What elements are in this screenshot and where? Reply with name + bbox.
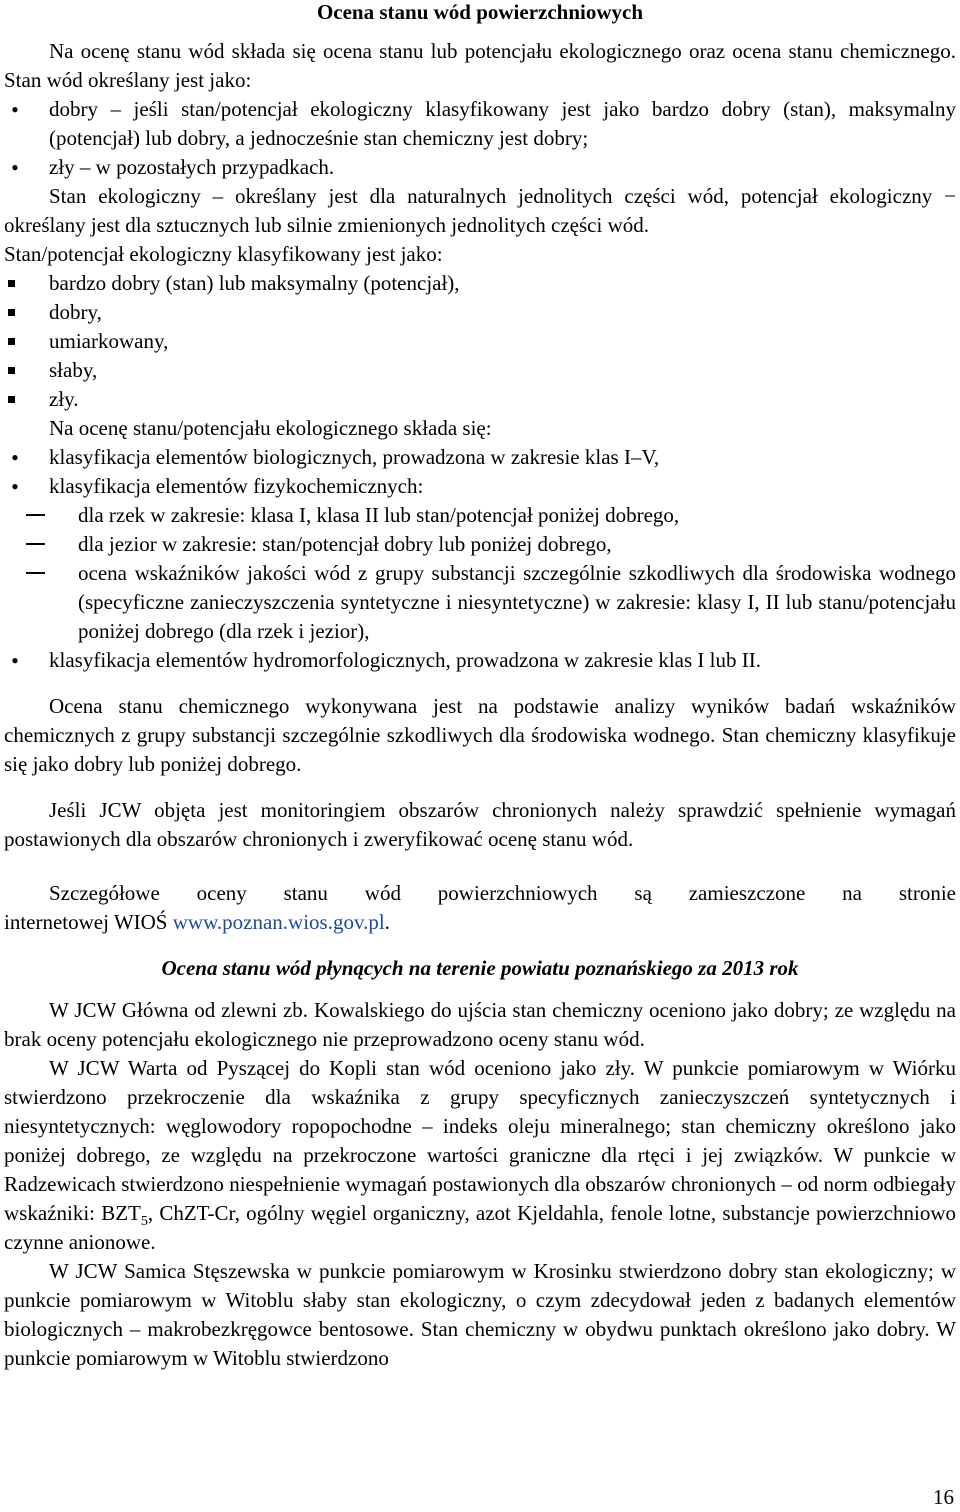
square-bullet-icon — [4, 356, 26, 385]
glowna-paragraph: W JCW Główna od zlewni zb. Kowalskiego do ujścia stan chemiczny oceniono jako dobry; ze względu na brak oceny potencjału ekologicznego nie przeprowadzono oceny stanu wód. — [4, 998, 956, 1051]
list-item — [4, 95, 956, 153]
list-item — [4, 646, 956, 675]
list-item — [4, 559, 956, 646]
bullet-icon — [4, 95, 26, 125]
details-period: . — [384, 910, 390, 934]
intro-paragraph: Na ocenę stanu wód składa się ocena stanu lub potencjału ekologicznego oraz ocena stanu chemicznego. Stan wód określany jest jako: — [4, 39, 956, 92]
section-title: Ocena stanu wód powierzchniowych — [316, 0, 644, 24]
classified-paragraph: Stan/potencjał ekologiczny klasyfikowany jest jako: — [4, 242, 443, 266]
warta-paragraph — [4, 1054, 956, 1257]
details-paragraph-line-1: Szczegółowe oceny stanu wód powierzchniowych są zamieszczone na stronie — [49, 881, 956, 905]
document-page — [4, 0, 956, 1373]
square-bullet-icon — [4, 298, 26, 327]
list-item-text: klasyfikacja elementów fizykochemicznych: — [49, 474, 424, 498]
list-item-text: klasyfikacja elementów biologicznych, prowadzona w zakresie klas I–V, — [49, 445, 660, 469]
list-item-text: umiarkowany, — [49, 329, 169, 353]
assessment-paragraph: Na ocenę stanu/potencjału ekologicznego składa się: — [49, 416, 492, 440]
dash-bullet-icon — [24, 559, 46, 588]
page-number: 16 — [933, 1485, 954, 1509]
spacer — [4, 854, 956, 879]
list-item-text: dla rzek w zakresie: klasa I, klasa II lub stan/potencjał poniżej dobrego, — [78, 503, 680, 527]
bullet-icon — [4, 443, 26, 473]
list-item — [4, 472, 956, 501]
assessment-list — [4, 443, 956, 501]
warta-text: W JCW Warta od Pyszącej do Kopli stan wód oceniono jako zły. W punkcie pomiarowym w Wiórku stwierdzono przekroczenie dla wskaźnika z grupy specyficznych zanieczyszczeń syntetycznych i niesyntetycznych: węglowodory ropopochodne – indeks oleju mineralnego; stan chemiczny określono jako poniżej dobrego, ze względu na przekroczone wartości graniczne dla rtęci i jej związków. W punkcie w Radzewicach stwierdzono niespełnienie wymagań postawionych dla obszarów chronionych – od norm odbiegały wskaźniki: BZT — [4, 1056, 956, 1225]
dash-bullet-icon — [24, 530, 46, 559]
list-item — [4, 153, 956, 182]
ecological-status-paragraph: Stan ekologiczny – określany jest dla naturalnych jednolitych części wód, potencjał ekologiczny − określany jest dla sztucznych lub silnie zmienionych jednolitych części wód. — [4, 184, 956, 237]
list-item-text: bardzo dobry (stan) lub maksymalny (potencjał), — [49, 271, 460, 295]
list-item-text: dla jezior w zakresie: stan/potencjał dobry lub poniżej dobrego, — [78, 532, 612, 556]
bullet-icon — [4, 153, 26, 183]
monitoring-paragraph: Jeśli JCW objęta jest monitoringiem obszarów chronionych należy sprawdzić spełnienie wymagań postawionych dla obszarów chronionych i zweryfikować ocenę stanu wód. — [4, 798, 956, 851]
dash-bullet-icon — [24, 501, 46, 530]
samica-paragraph: W JCW Samica Stęszewska w punkcie pomiarowym w Krosinku stwierdzono dobry stan ekologiczny; w punkcie pomiarowym w Witoblu słaby stan ekologiczny, o czym zdecydował jeden z badanych elementów biologicznych – makrobezkręgowce bentosowe. Stan chemiczny w obydwu punktach określono jako dobry. W punkcie pomiarowym w Witoblu stwierdzono — [4, 1259, 956, 1370]
chemical-status-paragraph: Ocena stanu chemicznego wykonywana jest na podstawie analizy wyników badań wskaźników chemicznych z grupy substancji szczególnie szkodliwych dla środowiska wodnego. Stan chemiczny klasyfikuje się jako dobry lub poniżej dobrego. — [4, 694, 956, 776]
spacer — [4, 937, 956, 954]
list-item — [4, 298, 956, 327]
bullet-icon — [4, 646, 26, 676]
list-item-text: dobry, — [49, 300, 102, 324]
list-item — [4, 356, 956, 385]
list-item-text: zły. — [49, 387, 79, 411]
list-item-text: ocena wskaźników jakości wód z grupy substancji szczególnie szkodliwych dla środowiska wodnego (specyficzne zanieczyszczenia syntetyczne i niesyntetyczne) w zakresie: klasy I, II lub stanu/potencjału poniżej dobrego (dla rzek i jezior), — [78, 561, 956, 643]
list-item-text: klasyfikacja elementów hydromorfologicznych, prowadzona w zakresie klas I lub II. — [49, 648, 761, 672]
list-item — [4, 385, 956, 414]
physicochemical-list — [4, 501, 956, 646]
bullet-icon — [4, 472, 26, 502]
warta-text-cont: , ChZT-Cr, ogólny węgiel organiczny, azot Kjeldahla, fenole lotne, substancje powierzchniowo czynne anionowe. — [4, 1201, 956, 1254]
section-subtitle: Ocena stanu wód płynących na terenie powiatu poznańskiego za 2013 rok — [161, 956, 799, 980]
details-text: internetowej WIOŚ — [4, 910, 173, 934]
spacer — [4, 983, 956, 996]
list-item — [4, 327, 956, 356]
details-paragraph-line-2 — [4, 908, 956, 937]
spacer — [4, 675, 956, 692]
spacer — [4, 24, 956, 37]
list-item-text: dobry – jeśli stan/potencjał ekologiczny klasyfikowany jest jako bardzo dobry (stan), maksymalny (potencjał) lub dobry, a jednocześnie stan chemiczny jest dobry; — [49, 97, 956, 150]
bzt-subscript: 5 — [140, 1214, 148, 1230]
list-item — [4, 530, 956, 559]
square-bullet-icon — [4, 269, 26, 298]
wios-website-link[interactable]: www.poznan.wios.gov.pl — [172, 910, 385, 934]
class-list — [4, 269, 956, 414]
list-item — [4, 269, 956, 298]
square-bullet-icon — [4, 327, 26, 356]
list-item — [4, 501, 956, 530]
list-item — [4, 443, 956, 472]
list-item-text: zły – w pozostałych przypadkach. — [49, 155, 335, 179]
list-item-text: słaby, — [49, 358, 98, 382]
assessment-list-end — [4, 646, 956, 675]
square-bullet-icon — [4, 385, 26, 414]
spacer — [4, 779, 956, 796]
status-list — [4, 95, 956, 182]
